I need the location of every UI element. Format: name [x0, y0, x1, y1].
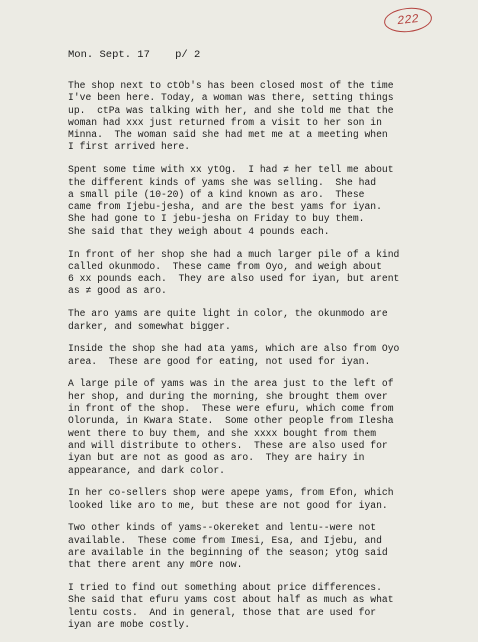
paragraph: [68, 308, 428, 333]
paragraph: [68, 522, 428, 571]
text-line: went there to buy them, and she xxxx bought from them: [68, 427, 377, 439]
text-line: 6 xx pounds each. They are also used for iyan, but arent: [68, 273, 400, 285]
paragraph: [68, 582, 428, 631]
text-line: The aro yams are quite light in color, the okunmodo are: [68, 308, 388, 320]
text-line: The shop next to ctOb's has been closed most of the time: [68, 80, 394, 91]
text-line: iyan but are not as good as aro. They are hairy in: [68, 452, 365, 464]
text-line: looked like aro to me, but these are not good for iyan.: [68, 499, 388, 511]
text-line: appearance, and dark color.: [68, 464, 225, 476]
text-line: are available in the beginning of the season; ytOg said: [68, 547, 388, 558]
paragraph: [68, 343, 428, 368]
page-number-stamp: 222: [383, 6, 433, 35]
text-line: She said that efuru yams cost about half as much as what: [68, 594, 394, 606]
paragraph: [68, 378, 428, 476]
text-line: lentu costs. And in general, those that are used for: [68, 606, 377, 618]
paragraph: [68, 487, 428, 512]
text-line: area. These are good for eating, not used for iyan.: [68, 355, 371, 367]
text-line: called okunmodo. These came from Oyo, and weigh about: [68, 260, 382, 272]
text-line: I tried to find out something about price differences.: [68, 582, 382, 594]
text-line: woman had xxx just returned from a visit to her son in: [68, 116, 382, 128]
text-line: up. ctPa was talking with her, and she told me that the: [68, 104, 394, 116]
text-line: In front of her shop she had a much larger pile of a kind: [68, 248, 400, 260]
text-line: a small pile (10-20) of a kind known as aro. These: [68, 188, 365, 200]
text-line: She said that they weigh about 4 pounds each.: [68, 225, 330, 237]
text-line: darker, and somewhat bigger.: [68, 320, 231, 332]
paragraph: [68, 80, 428, 154]
note-body: [68, 80, 428, 642]
text-line: In her co-sellers shop were apepe yams, from Efon, which: [68, 487, 394, 499]
text-line: as ≠ good as aro.: [68, 285, 167, 297]
text-line: Olorunda, in Kwara State. Some other people from Ilesha: [68, 415, 394, 427]
text-line: She had gone to I jebu-jesha on Friday to buy them.: [68, 213, 365, 225]
paragraph: [68, 164, 428, 238]
text-line: I first arrived here.: [68, 141, 191, 153]
text-line: her shop, and during the morning, she brought them over: [68, 390, 388, 402]
text-line: Minna. The woman said she had met me at a meeting when: [68, 129, 388, 141]
date-header: Mon. Sept. 17 p/ 2: [68, 49, 201, 61]
text-line: and will distribute to others. These are also used for: [68, 439, 388, 451]
text-line: Spent some time with xx ytOg. I had ≠ her tell me about: [68, 164, 394, 176]
text-line: Inside the shop she had ata yams, which are also from Oyo: [68, 343, 400, 355]
text-line: that there arent any mOre now.: [68, 559, 243, 571]
text-line: iyan are mobe costly.: [68, 618, 191, 630]
text-line: the different kinds of yams she was selling. She had: [68, 176, 377, 188]
text-line: came from Ijebu-jesha, and are the best yams for iyan.: [68, 201, 382, 213]
paragraph: [68, 249, 428, 298]
text-line: A large pile of yams was in the area just to the left of: [68, 378, 394, 390]
text-line: available. These come from Imesi, Esa, and Ijebu, and: [68, 534, 382, 546]
text-line: in front of the shop. These were efuru, which come from: [68, 403, 394, 415]
text-line: Two other kinds of yams--okereket and lentu--were not: [68, 522, 377, 534]
text-line: I've been here. Today, a woman was there, setting things: [68, 92, 394, 104]
